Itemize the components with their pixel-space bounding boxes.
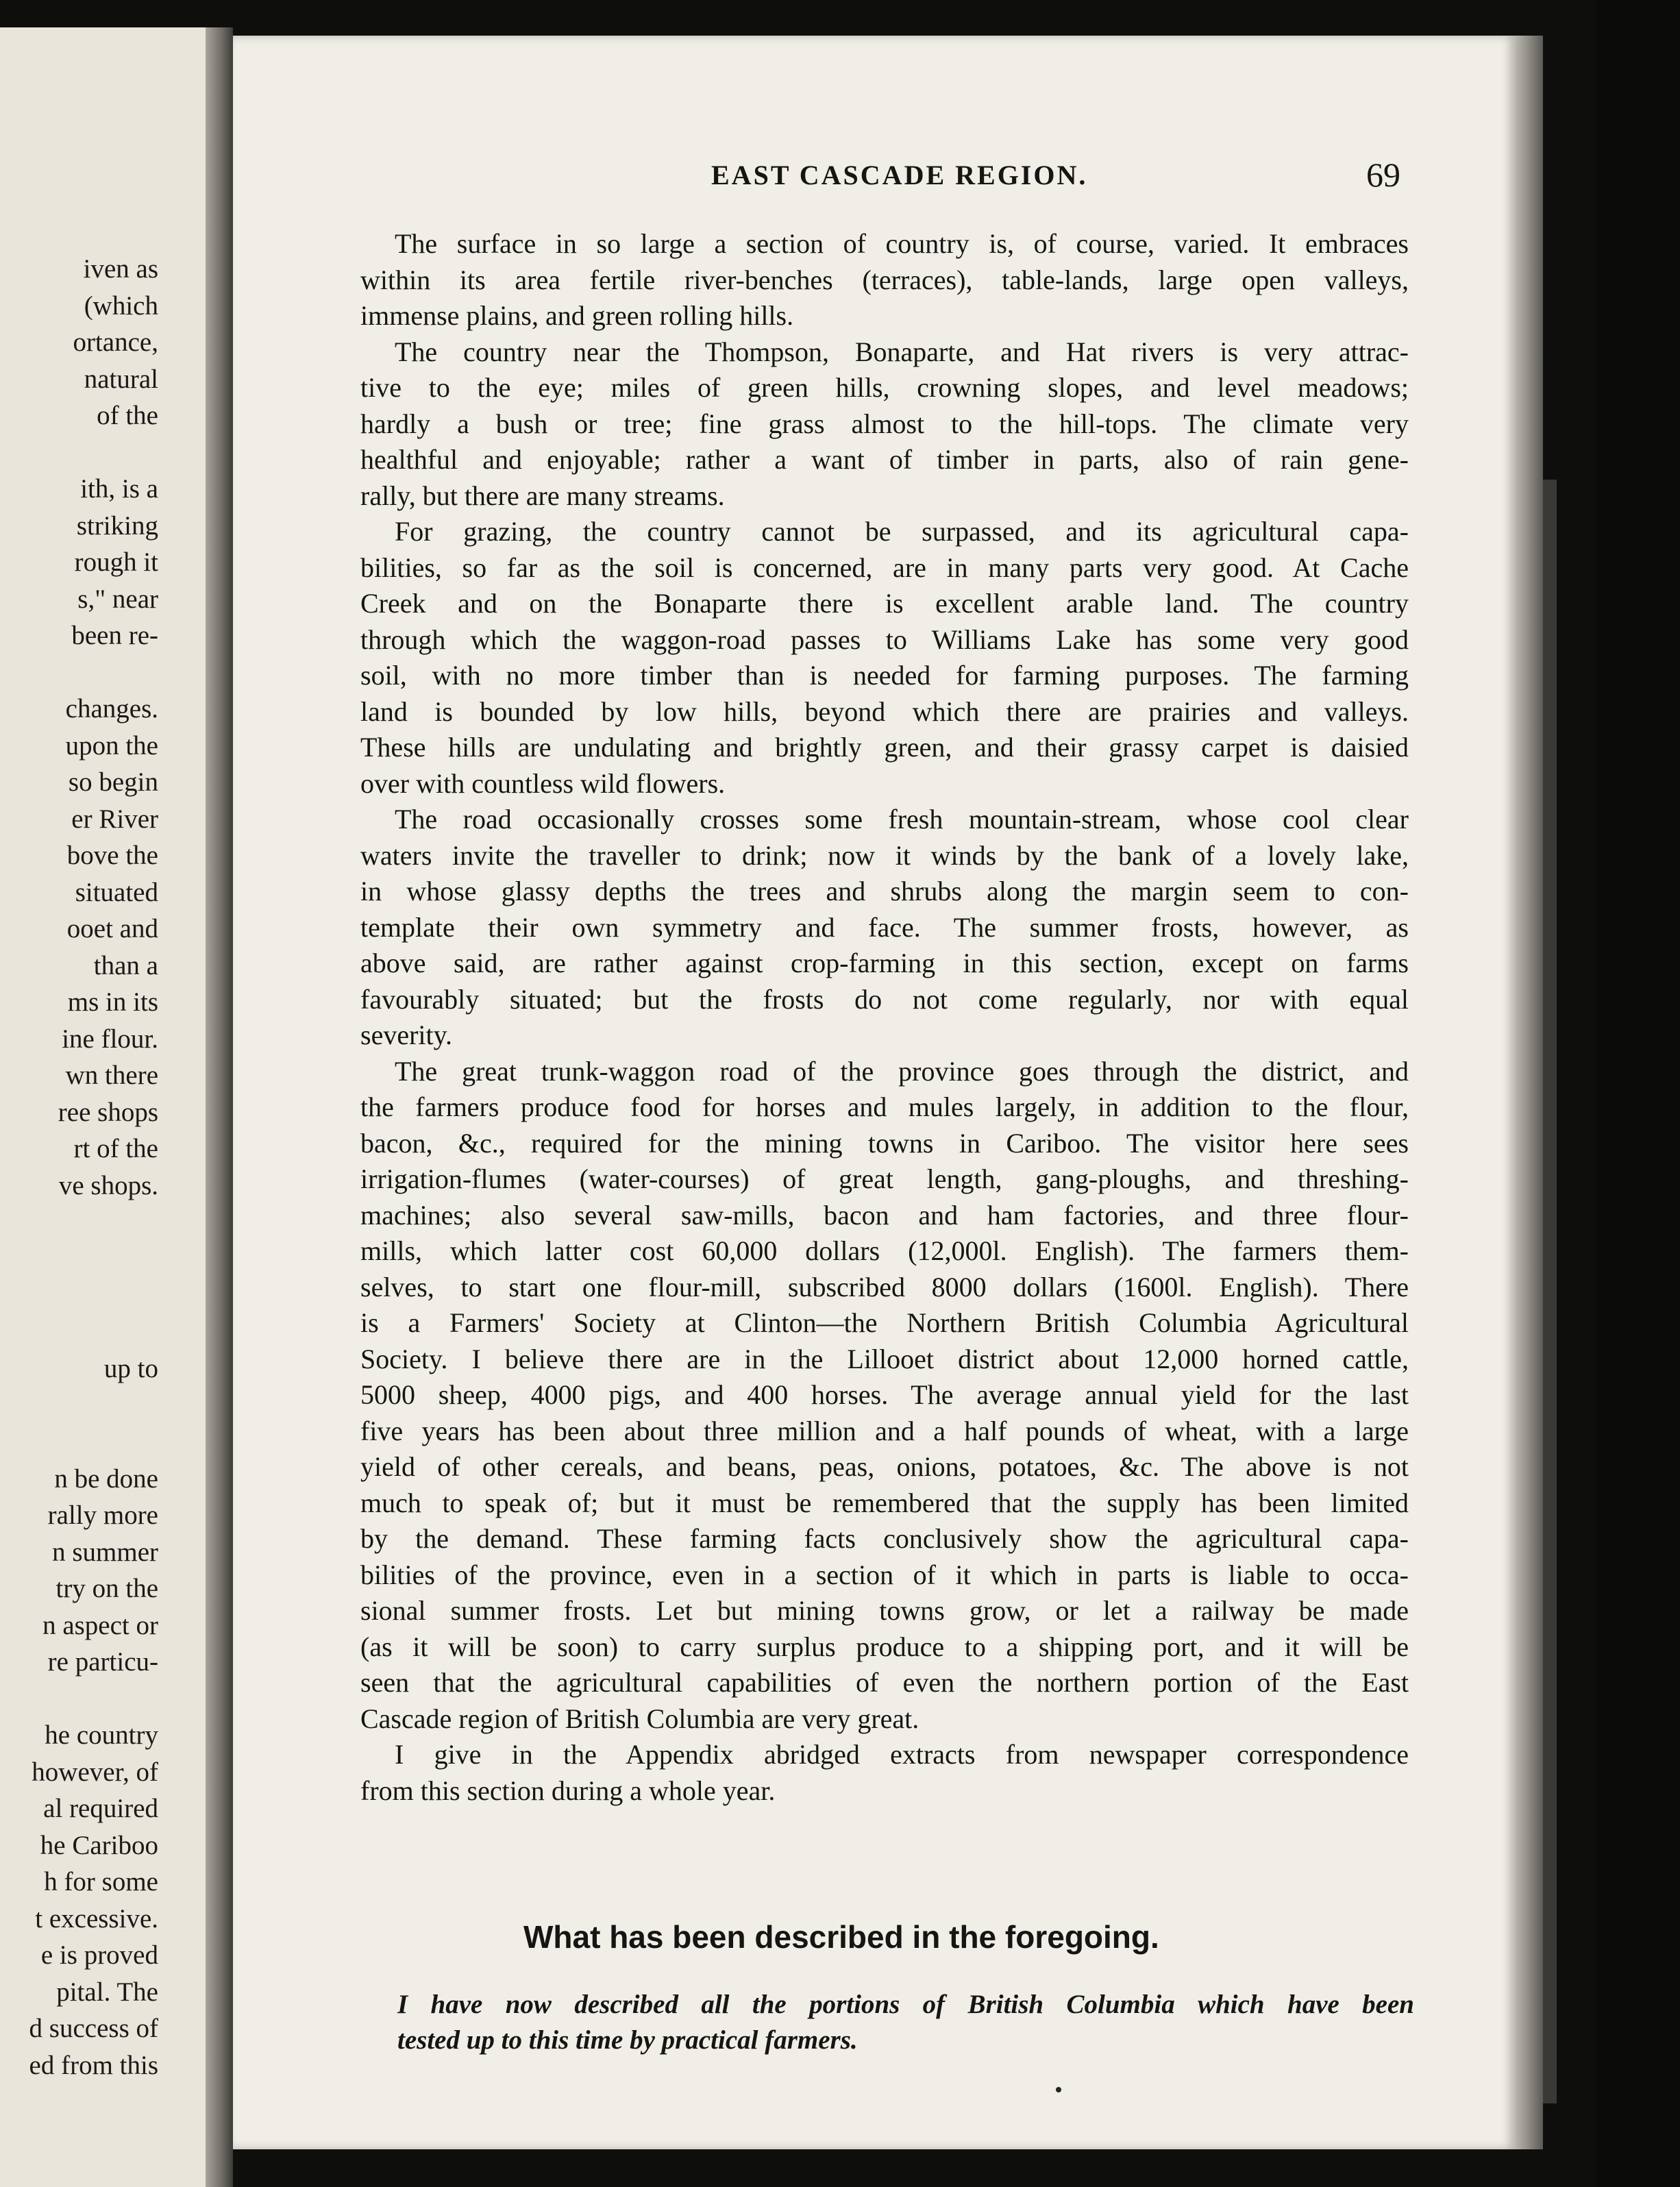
text-line: bilities of the province, even in a section of it which in parts is liable to occa- bbox=[360, 1559, 1409, 1590]
left-page-line: pital. The bbox=[56, 1977, 158, 2007]
text-line: soil, with no more timber than is needed for farming purposes. The farming bbox=[360, 660, 1409, 691]
text-line: 5000 sheep, 4000 pigs, and 400 horses. The average annual yield for the last bbox=[360, 1379, 1409, 1410]
text-line: severity. bbox=[360, 1020, 453, 1050]
text-line: template their own symmetry and face. The summer frosts, however, as bbox=[360, 911, 1409, 943]
text-line: within its area fertile river-benches (terraces), table-lands, large open valleys, bbox=[360, 264, 1409, 295]
text-line: For grazing, the country cannot be surpassed, and its agricultural capa- bbox=[395, 516, 1409, 547]
book-gutter bbox=[206, 27, 233, 2187]
page-edge-shadow bbox=[1543, 480, 1557, 2103]
left-page-line: than a bbox=[93, 950, 158, 980]
left-page-line: n aspect or bbox=[42, 1610, 158, 1640]
left-page-line: bove the bbox=[66, 841, 158, 870]
left-page-line: er River bbox=[71, 804, 158, 834]
text-line: rally, but there are many streams. bbox=[360, 480, 725, 511]
left-page-line: rough it bbox=[74, 547, 158, 577]
text-line: is a Farmers' Society at Clinton—the Northern British Columbia Agricultural bbox=[360, 1307, 1409, 1338]
text-line: from this section during a whole year. bbox=[360, 1775, 776, 1806]
left-page-line: wn there bbox=[65, 1061, 158, 1090]
section-intro-line: I have now described all the portions of British Columbia which have been bbox=[397, 1990, 1414, 2019]
left-page-line: he country bbox=[45, 1720, 158, 1750]
left-page-line: ooet and bbox=[66, 914, 158, 943]
left-page-line: he Cariboo bbox=[40, 1830, 158, 1860]
text-line: immense plains, and green rolling hills. bbox=[360, 300, 794, 331]
left-page-line bbox=[0, 1681, 158, 1718]
left-page-line: rally more bbox=[47, 1500, 158, 1530]
text-line: bilities, so far as the soil is concerned, are in many parts very good. At Cache bbox=[360, 552, 1409, 583]
left-page-line bbox=[0, 1277, 158, 1314]
text-line: bacon, &c., required for the mining towns in Cariboo. The visitor here sees bbox=[360, 1127, 1409, 1159]
left-page-line: n be done bbox=[54, 1463, 158, 1494]
text-line: Creek and on the Bonaparte there is excellent arable land. The country bbox=[360, 588, 1409, 619]
text-line: land is bounded by low hills, beyond which there are prairies and valleys. bbox=[360, 695, 1409, 727]
left-page-line: ortance, bbox=[73, 328, 158, 357]
left-facing-page bbox=[0, 27, 216, 2187]
text-line: in whose glassy depths the trees and shrubs along the margin seem to con- bbox=[360, 876, 1409, 906]
left-page-line: so begin bbox=[68, 767, 158, 797]
text-line: The road occasionally crosses some fresh mountain-stream, whose cool clear bbox=[395, 804, 1409, 835]
left-page-line bbox=[0, 1424, 158, 1461]
left-page-line: ith, is a bbox=[80, 474, 158, 504]
left-page-line: ine flour. bbox=[62, 1024, 158, 1054]
text-line: five years has been about three million and a half pounds of wheat, with a large bbox=[360, 1415, 1409, 1446]
left-page-line: up to bbox=[103, 1354, 158, 1383]
left-page-line: try on the bbox=[55, 1574, 158, 1603]
section-heading: What has been described in the foregoing. bbox=[523, 1919, 1159, 1955]
text-line: I give in the Appendix abridged extracts from newspaper correspondence bbox=[395, 1739, 1409, 1770]
text-line: The country near the Thompson, Bonaparte, and Hat rivers is very attrac- bbox=[395, 336, 1409, 367]
text-line: (as it will be soon) to carry surplus produce to a shipping port, and it will be bbox=[360, 1631, 1409, 1662]
left-page-line: however, of bbox=[32, 1757, 158, 1787]
text-line: The surface in so large a section of country is, of course, varied. It embraces bbox=[395, 228, 1409, 259]
left-page-line: h for some bbox=[44, 1867, 158, 1896]
left-page-line: ed from this bbox=[29, 2050, 158, 2080]
left-page-line: upon the bbox=[65, 730, 158, 761]
left-page-line: ms in its bbox=[67, 987, 158, 1017]
text-line: much to speak of; but it must be remembered that the supply has been limited bbox=[360, 1487, 1409, 1518]
text-line: yield of other cereals, and beans, peas, onions, potatoes, &c. The above is not bbox=[360, 1451, 1409, 1482]
left-page-line: ree shops bbox=[58, 1097, 158, 1127]
text-line: by the demand. These farming facts conclusively show the agricultural capa- bbox=[360, 1523, 1409, 1554]
left-page-line: striking bbox=[76, 510, 158, 541]
text-line: healthful and enjoyable; rather a want of timber in parts, also of rain gene- bbox=[360, 444, 1409, 475]
text-line: the farmers produce food for horses and mules largely, in addition to the flour, bbox=[360, 1091, 1409, 1122]
left-page-line: iven as bbox=[83, 254, 158, 284]
text-line: through which the waggon-road passes to Williams Lake has some very good bbox=[360, 623, 1409, 655]
left-page-line: ve shops. bbox=[58, 1170, 158, 1200]
page-mark bbox=[1056, 2087, 1061, 2092]
text-line: hardly a bush or tree; fine grass almost to the hill-tops. The climate very bbox=[360, 408, 1409, 439]
left-page-line bbox=[0, 654, 158, 691]
left-page-line: d success of bbox=[29, 2014, 158, 2043]
left-page-line: natural bbox=[84, 364, 158, 394]
left-page-line: of the bbox=[97, 401, 158, 430]
section-intro-line: tested up to this time by practical farmers. bbox=[397, 2025, 858, 2055]
text-line: tive to the eye; miles of green hills, crowning slopes, and level meadows; bbox=[360, 372, 1409, 403]
left-page-line: situated bbox=[75, 877, 158, 907]
left-page-text bbox=[0, 251, 158, 2084]
running-head: EAST CASCADE REGION. bbox=[711, 160, 1088, 190]
text-line: These hills are undulating and brightly green, and their grassy carpet is daisied bbox=[360, 732, 1409, 763]
left-page-line: re particu- bbox=[47, 1647, 158, 1677]
text-line: selves, to start one flour-mill, subscribed 8000 dollars (1600l. English). There bbox=[360, 1271, 1409, 1302]
text-line: above said, are rather against crop-farming in this section, except on farms bbox=[360, 948, 1409, 978]
left-page-line: al required bbox=[43, 1794, 158, 1823]
text-line: seen that the agricultural capabilities of even the northern portion of the East bbox=[360, 1667, 1409, 1698]
text-line: The great trunk-waggon road of the province goes through the district, and bbox=[395, 1055, 1409, 1087]
text-line: over with countless wild flowers. bbox=[360, 767, 726, 799]
left-page-line bbox=[0, 434, 158, 471]
left-page-line: (which bbox=[84, 291, 158, 321]
text-line: Society. I believe there are in the Lillooet district about 12,000 horned cattle, bbox=[360, 1343, 1409, 1374]
text-line: sional summer frosts. Let but mining towns grow, or let a railway be made bbox=[360, 1595, 1409, 1626]
body-text bbox=[360, 226, 1409, 1809]
left-page-line bbox=[0, 1204, 158, 1241]
text-line: machines; also several saw-mills, bacon and ham factories, and three flour- bbox=[360, 1199, 1409, 1231]
left-page-line bbox=[0, 1241, 158, 1278]
page-edge-stack bbox=[1516, 36, 1543, 2149]
left-page-line: s," near bbox=[77, 584, 158, 614]
left-page-line: been re- bbox=[71, 621, 158, 650]
left-page-line bbox=[0, 1387, 158, 1424]
left-page-line: t excessive. bbox=[35, 1903, 158, 1933]
left-page-line: e is proved bbox=[40, 1940, 158, 1970]
section-intro bbox=[397, 1987, 1414, 2058]
text-line: mills, which latter cost 60,000 dollars (12,000l. English). The farmers them- bbox=[360, 1235, 1409, 1266]
left-page-line: rt of the bbox=[73, 1134, 158, 1163]
left-page-line: n summer bbox=[52, 1537, 158, 1567]
page-number: 69 bbox=[1366, 156, 1400, 194]
text-line: waters invite the traveller to drink; now it winds by the bank of a lovely lake, bbox=[360, 839, 1409, 871]
left-page-line bbox=[0, 1314, 158, 1351]
left-page-line: changes. bbox=[65, 694, 158, 724]
text-line: favourably situated; but the frosts do not come regularly, nor with equal bbox=[360, 983, 1409, 1015]
text-line: irrigation-flumes (water-courses) of great length, gang-ploughs, and threshing- bbox=[360, 1163, 1409, 1194]
text-line: Cascade region of British Columbia are very great. bbox=[360, 1703, 919, 1734]
right-dark-margin bbox=[1596, 0, 1680, 2187]
